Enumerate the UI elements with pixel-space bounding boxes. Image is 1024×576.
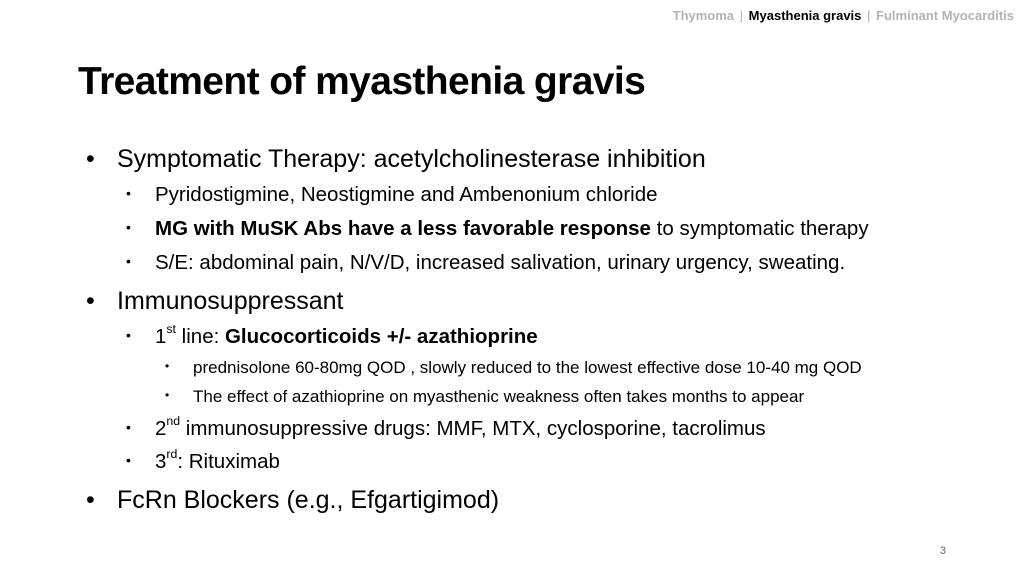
list-item-text: immunosuppressive drugs: MMF, MTX, cyclosporine, tacrolimus: [180, 417, 766, 440]
list-item-first-line: [126, 321, 538, 349]
list-item-text: : Rituximab: [177, 450, 280, 473]
list-item-symptomatic-therapy: [86, 145, 706, 174]
list-item-second-line: [126, 413, 766, 441]
list-item-text: Symptomatic Therapy: acetylcholinesterase inhibition: [117, 145, 706, 173]
bullet-icon: •: [86, 287, 95, 315]
list-item-immunosuppressant: [86, 287, 344, 316]
slide-title: Treatment of myasthenia gravis: [78, 60, 646, 103]
list-item-azathioprine: [165, 387, 805, 407]
list-item-third-line: [126, 446, 280, 474]
nav-separator: |: [867, 8, 871, 23]
bullet-icon: •: [86, 145, 95, 173]
nav-item-thymoma[interactable]: Thymoma: [672, 8, 735, 23]
list-item-text: S/E: abdominal pain, N/V/D, increased salivation, urinary urgency, sweating.: [155, 251, 846, 274]
bullet-icon: •: [165, 359, 170, 373]
list-item-prednisolone: [165, 358, 862, 378]
ordinal-number: 1: [155, 325, 167, 348]
list-item-text: prednisolone 60-80mg QOD , slowly reduced to the lowest effective dose 10-40 mg QOD: [193, 358, 862, 377]
bullet-icon: •: [126, 219, 131, 235]
list-item-text: to symptomatic therapy: [650, 217, 869, 240]
ordinal-suffix: rd: [166, 446, 178, 461]
nav-item-fulminant-myocarditis[interactable]: Fulminant Myocarditis: [876, 8, 1014, 23]
emphasis-text: MG with MuSK Abs have a less favorable response: [155, 217, 651, 240]
list-item-drugs: [126, 183, 658, 207]
list-item-musk: [126, 217, 869, 241]
bullet-icon: •: [126, 452, 131, 468]
bullet-icon: •: [165, 388, 170, 402]
list-item-text: FcRn Blockers (e.g., Efgartigimod): [117, 486, 500, 514]
bullet-icon: •: [126, 419, 131, 435]
list-item-text: The effect of azathioprine on myasthenic weakness often takes months to appear: [193, 387, 805, 406]
ordinal-number: 3: [155, 450, 167, 473]
list-item-text: line:: [175, 325, 225, 348]
list-item-text: Immunosuppressant: [117, 287, 344, 315]
nav-separator: |: [739, 8, 744, 23]
list-item-side-effects: [126, 251, 846, 275]
bullet-icon: •: [126, 185, 131, 201]
page-number: 3: [939, 545, 946, 557]
list-item-text: Pyridostigmine, Neostigmine and Ambenonium chloride: [155, 183, 658, 206]
ordinal-suffix: st: [166, 321, 176, 336]
nav-item-myasthenia-gravis[interactable]: Myasthenia gravis: [748, 8, 862, 23]
bullet-icon: •: [86, 486, 95, 514]
bullet-icon: •: [126, 253, 131, 269]
ordinal-suffix: nd: [166, 413, 181, 428]
list-item-fcrn-blockers: [86, 486, 500, 515]
ordinal-number: 2: [155, 417, 167, 440]
bullet-icon: •: [126, 327, 131, 343]
emphasis-text: Glucocorticoids +/- azathioprine: [224, 325, 538, 348]
